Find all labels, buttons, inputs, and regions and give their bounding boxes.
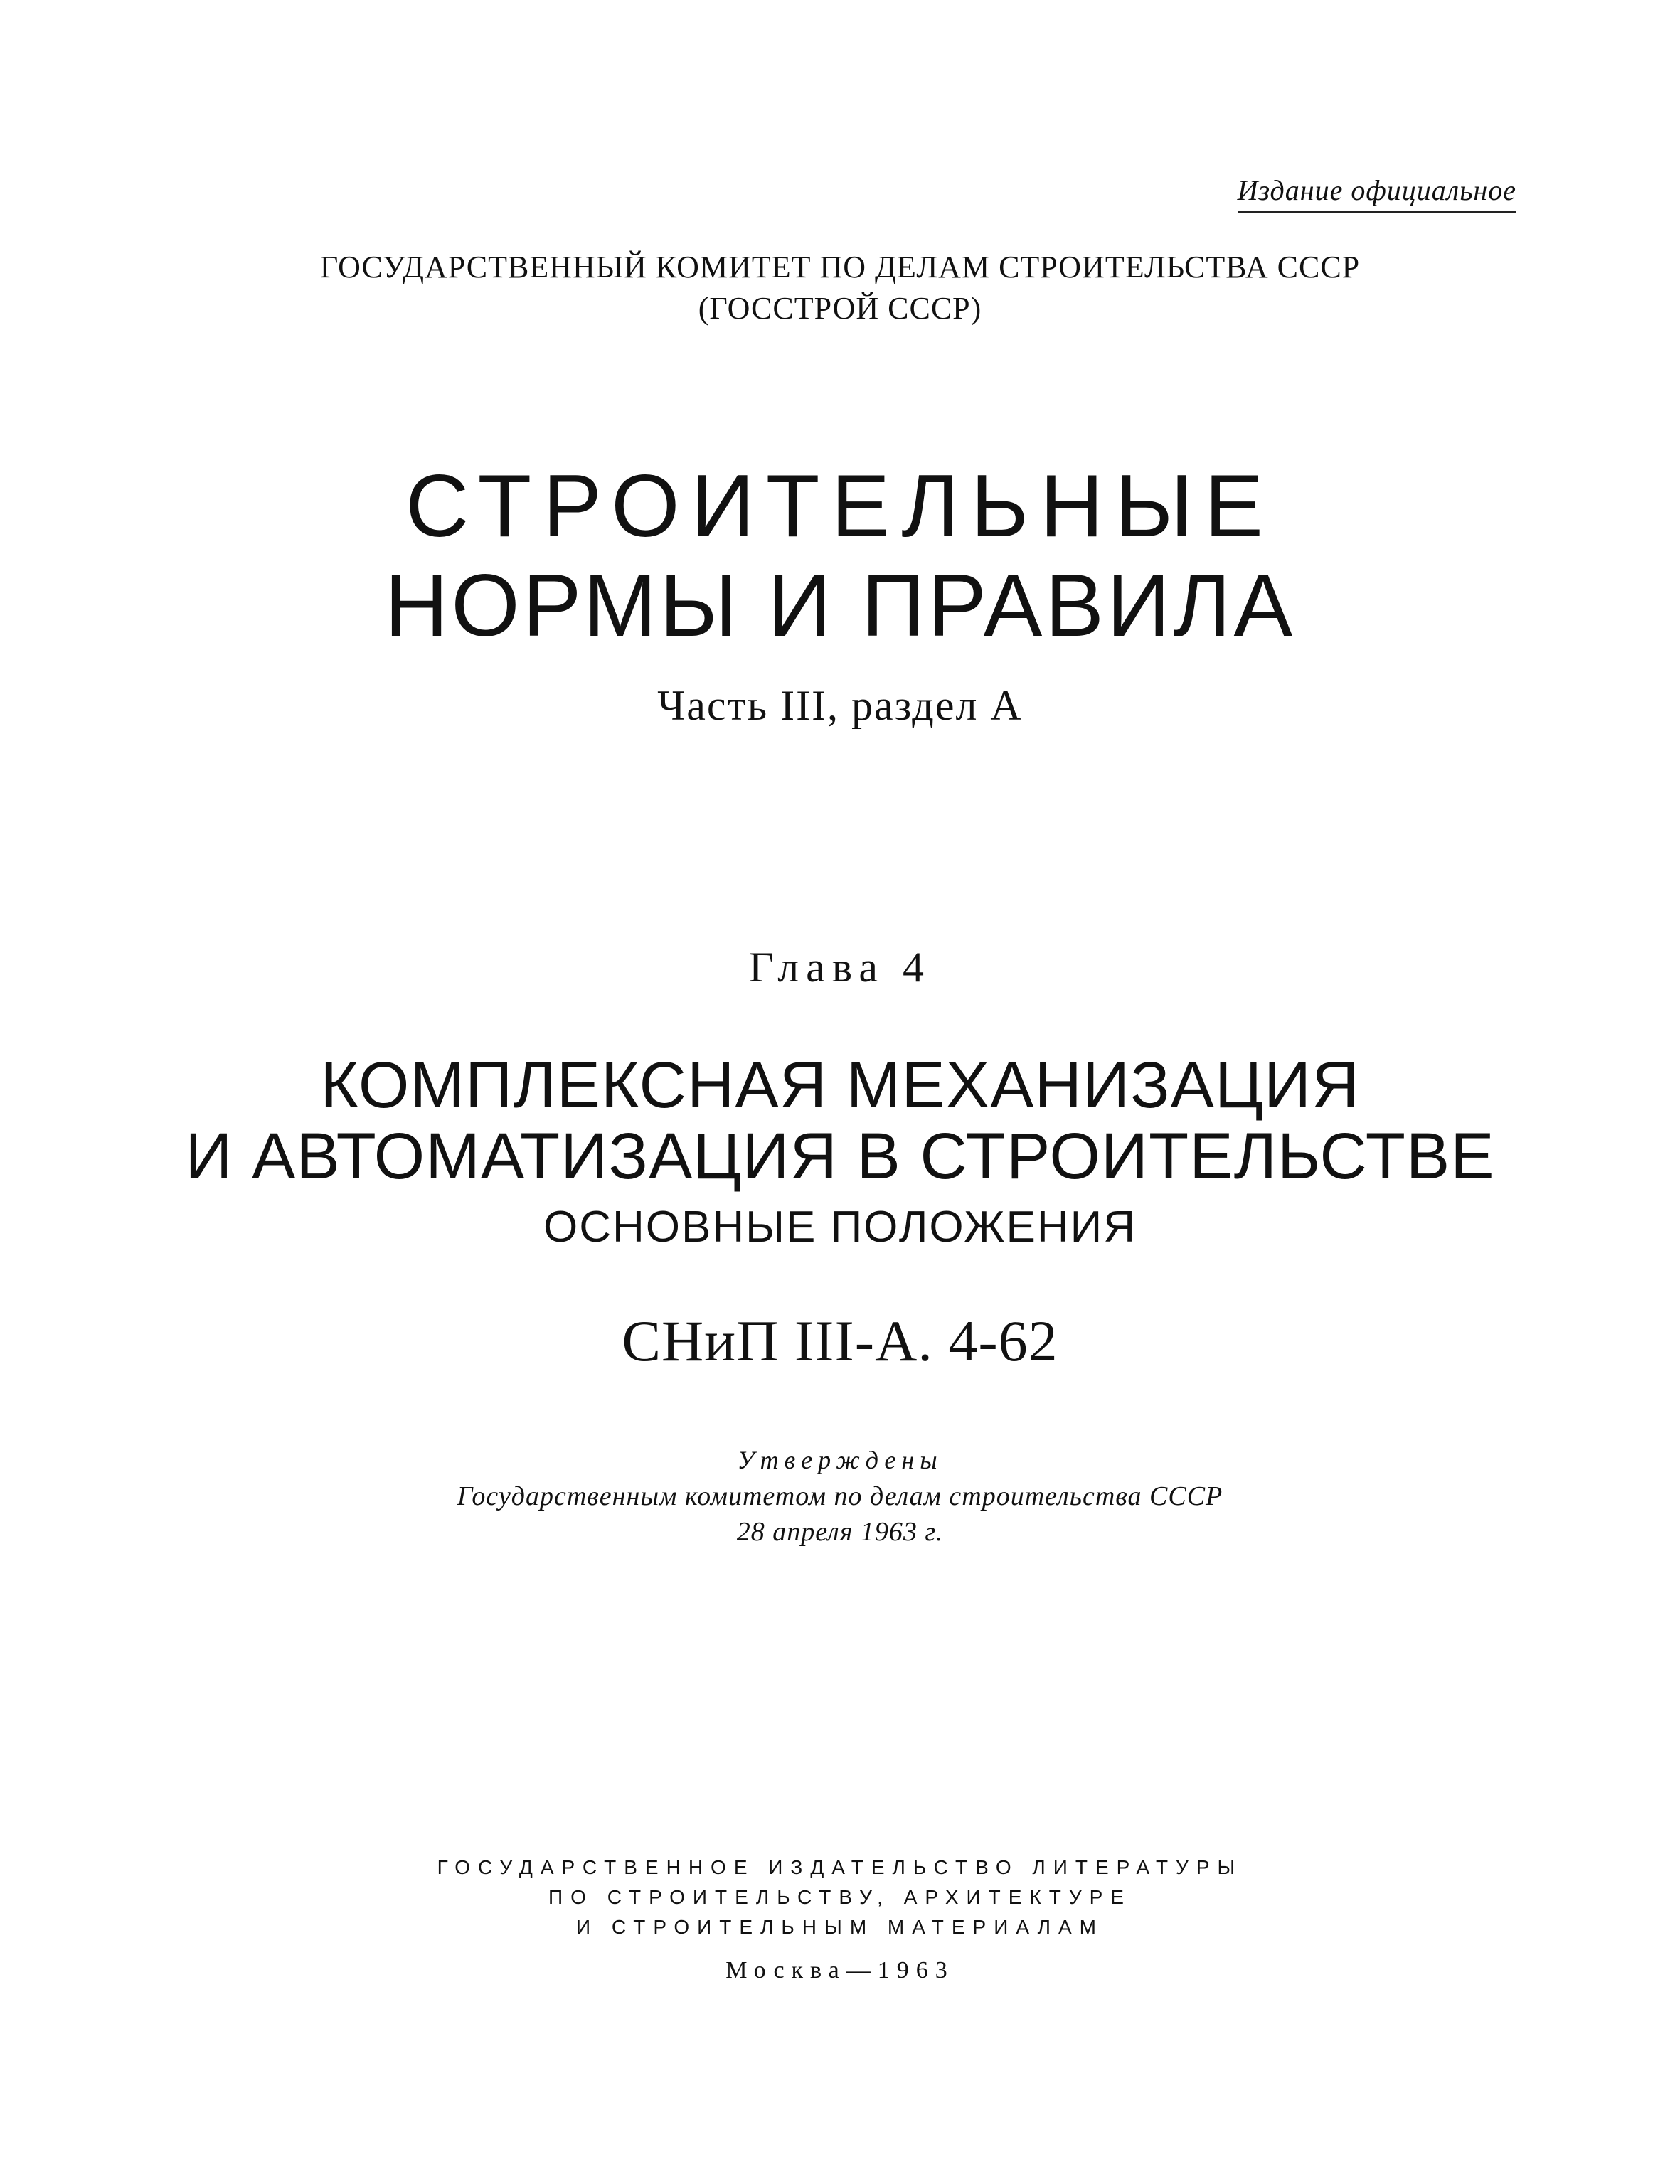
- approval-label: Утверждены: [737, 1446, 943, 1474]
- chapter-title-line-1: КОМПЛЕКСНАЯ МЕХАНИЗАЦИЯ: [320, 1049, 1360, 1122]
- chapter-subtitle: ОСНОВНЫЕ ПОЛОЖЕНИЯ: [543, 1203, 1137, 1252]
- main-title-line-2: НОРМЫ И ПРАВИЛА: [384, 557, 1296, 655]
- approval-date: 28 апреля 1963 г.: [736, 1517, 944, 1547]
- chapter-title-line-2: И АВТОМАТИЗАЦИЯ В СТРОИТЕЛЬСТВЕ: [185, 1120, 1495, 1193]
- edition-note: Издание официальное: [1238, 176, 1516, 213]
- city-and-year: Москва—1963: [725, 1957, 955, 1983]
- publisher-line-1: ГОСУДАРСТВЕННОЕ ИЗДАТЕЛЬСТВО ЛИТЕРАТУРЫ: [437, 1856, 1243, 1878]
- document-code: СНиП III-А. 4-62: [622, 1309, 1058, 1373]
- committee-abbreviation: (ГОССТРОЙ СССР): [698, 291, 982, 326]
- committee-name: ГОСУДАРСТВЕННЫЙ КОМИТЕТ ПО ДЕЛАМ СТРОИТЕЛЬСТВА СССР: [319, 250, 1361, 284]
- publisher-line-3: И СТРОИТЕЛЬНЫМ МАТЕРИАЛАМ: [576, 1916, 1104, 1938]
- part-section: Часть III, раздел А: [657, 682, 1023, 729]
- approval-authority: Государственным комитетом по делам строительства СССР: [457, 1481, 1223, 1511]
- chapter-label: Глава 4: [749, 944, 931, 991]
- main-title-line-1: СТРОИТЕЛЬНЫЕ: [405, 457, 1275, 555]
- publisher-line-2: ПО СТРОИТЕЛЬСТВУ, АРХИТЕКТУРЕ: [548, 1886, 1132, 1908]
